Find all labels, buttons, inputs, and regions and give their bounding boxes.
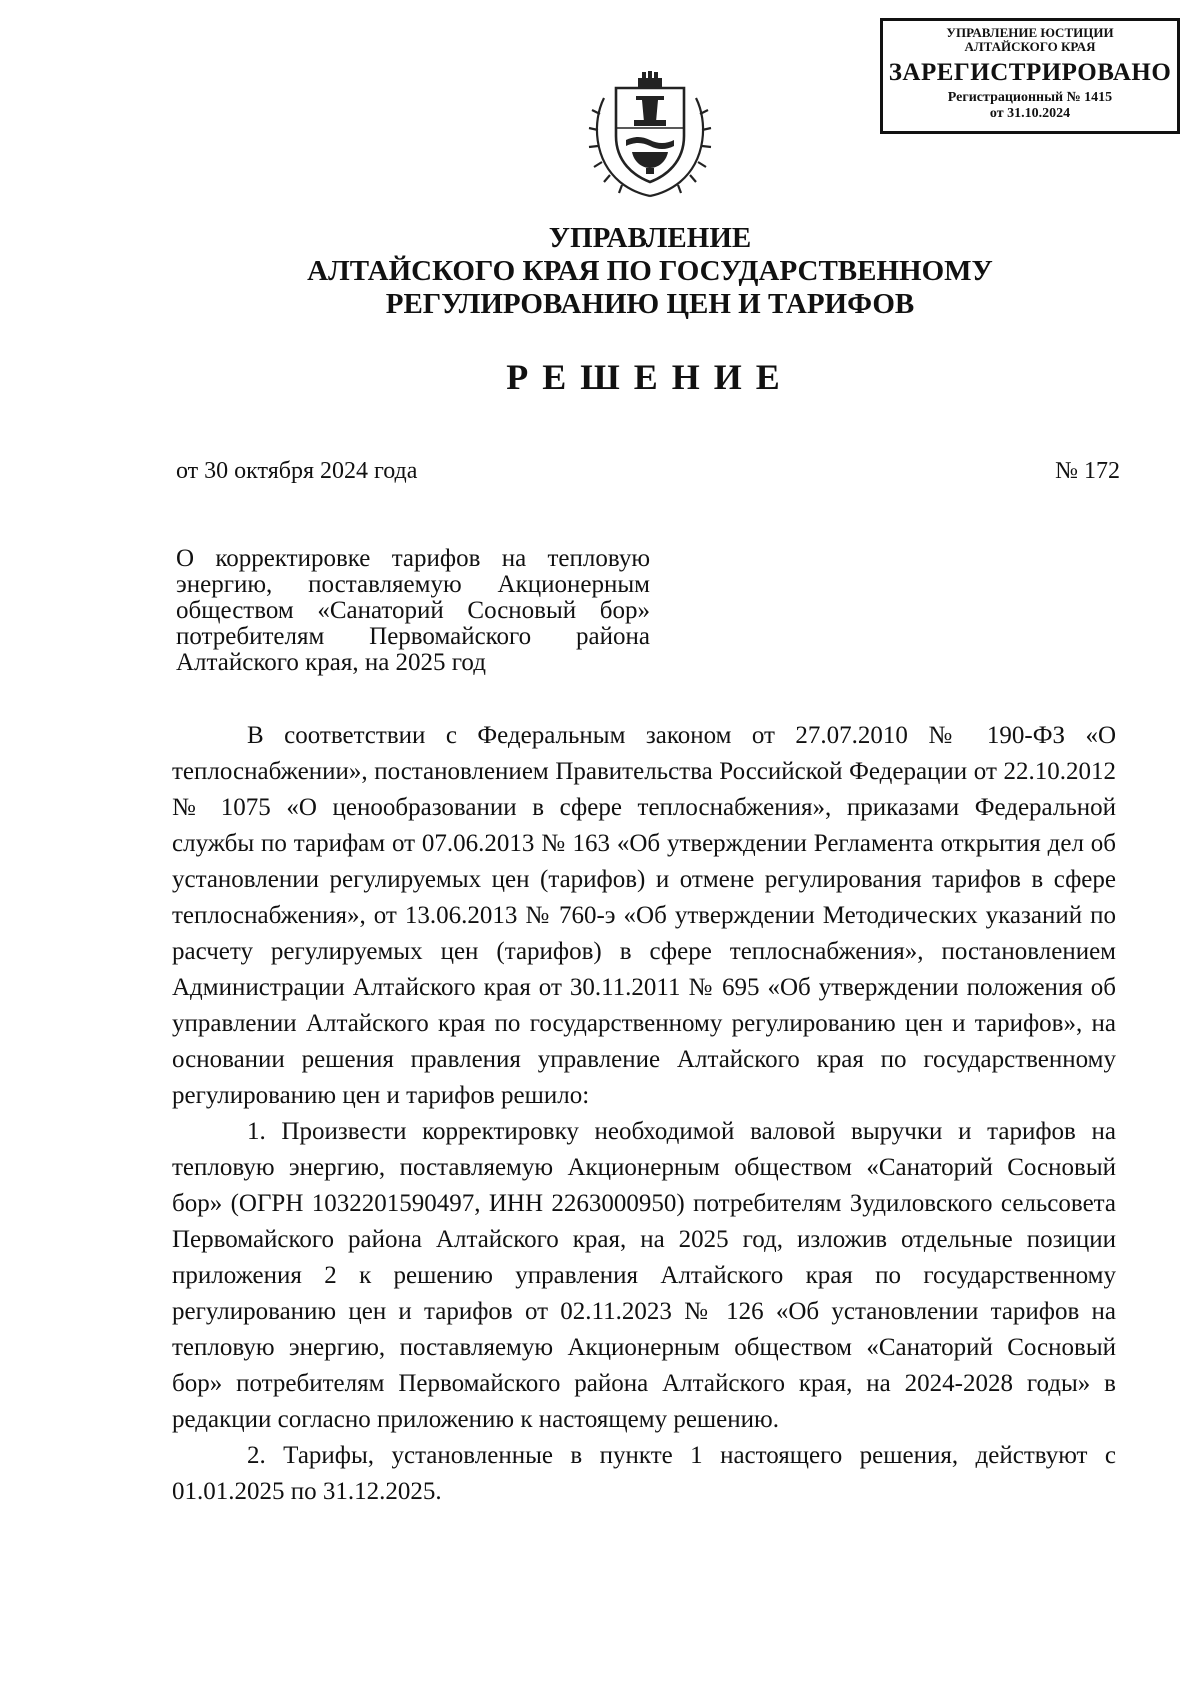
body-paragraph-item-1: 1. Произвести корректировку необходимой валовой выручки и тарифов на тепловую энергию, поставляемую Акционерным обществом «Санаторий Сосновый бор» (ОГРН 1032201590497, ИНН 2263000950) потребителям Зудиловского сельсовета Первомайского района Алтайского края, на 2025 год, изложив отдельные позиции приложения 2 к решению управления Алтайского края по государственному регулированию цен и тарифов от 02.11.2023 № 126 «Об установлении тарифов на тепловую энергию, поставляемую Акционерным обществом «Санаторий Сосновый бор» потребителям Первомайского района Алтайского края, на 2024-2028 годы» в редакции согласно приложению к настоящему решению. bbox=[172, 1118, 1116, 1433]
stamp-reg-date: от 31.10.2024 bbox=[989, 106, 1071, 121]
subject-line: энергию, поставляемую Акционерным bbox=[176, 571, 650, 598]
altai-krai-coat-of-arms-icon bbox=[586, 70, 714, 206]
document-type: РЕШЕНИЕ bbox=[506, 357, 794, 397]
org-line: АЛТАЙСКОГО КРАЯ ПО ГОСУДАРСТВЕННОМУ bbox=[307, 255, 993, 287]
subject-line: О корректировке тарифов на тепловую bbox=[176, 545, 650, 572]
organization-name bbox=[0, 222, 1200, 321]
registration-stamp bbox=[880, 18, 1180, 134]
body-paragraph-preamble: В соответствии с Федеральным законом от 27.07.2010 № 190-ФЗ «О теплоснабжении», постановлением Правительства Российской Федерации от 22.10.2012 № 1075 «О ценообразовании в сфере теплоснабжения», приказами Федеральной службы по тарифам от 07.06.2013 № 163 «Об утверждении Регламента открытия дел об установлении регулируемых цен (тарифов) и отмене регулирования тарифов в сфере теплоснабжения», от 13.06.2013 № 760-э «Об утверждении Методических указаний по расчету регулируемых цен (тарифов) в сфере теплоснабжения», постановлением Администрации Алтайского края от 30.11.2011 № 695 «Об утверждении положения об управлении Алтайского края по государственному регулированию цен и тарифов», на основании решения правления управление Алтайского края по государственному регулированию цен и тарифов решило: bbox=[172, 722, 1116, 1109]
stamp-reg-number: Регистрационный № 1415 bbox=[947, 90, 1113, 105]
document-date: от 30 октября 2024 года bbox=[176, 458, 418, 484]
org-line: УПРАВЛЕНИЕ bbox=[548, 222, 752, 254]
subject-line: потребителям Первомайского района bbox=[176, 623, 650, 650]
document-body bbox=[172, 718, 1116, 1510]
document-number: № 172 bbox=[1055, 458, 1120, 484]
stamp-status: ЗАРЕГИСТРИРОВАНО bbox=[888, 59, 1172, 86]
subject-line: обществом «Санаторий Сосновый бор» bbox=[176, 597, 650, 624]
subject-line: Алтайского края, на 2025 год bbox=[176, 649, 486, 676]
org-line: РЕГУЛИРОВАНИЮ ЦЕН И ТАРИФОВ bbox=[385, 288, 915, 320]
body-paragraph-item-2: 2. Тарифы, установленные в пункте 1 настоящего решения, действуют с 01.01.2025 по 31.12.2025. bbox=[172, 1442, 1116, 1505]
stamp-authority: УПРАВЛЕНИЕ ЮСТИЦИИ АЛТАЙСКОГО КРАЯ bbox=[946, 25, 1114, 54]
document-subject bbox=[176, 546, 650, 676]
